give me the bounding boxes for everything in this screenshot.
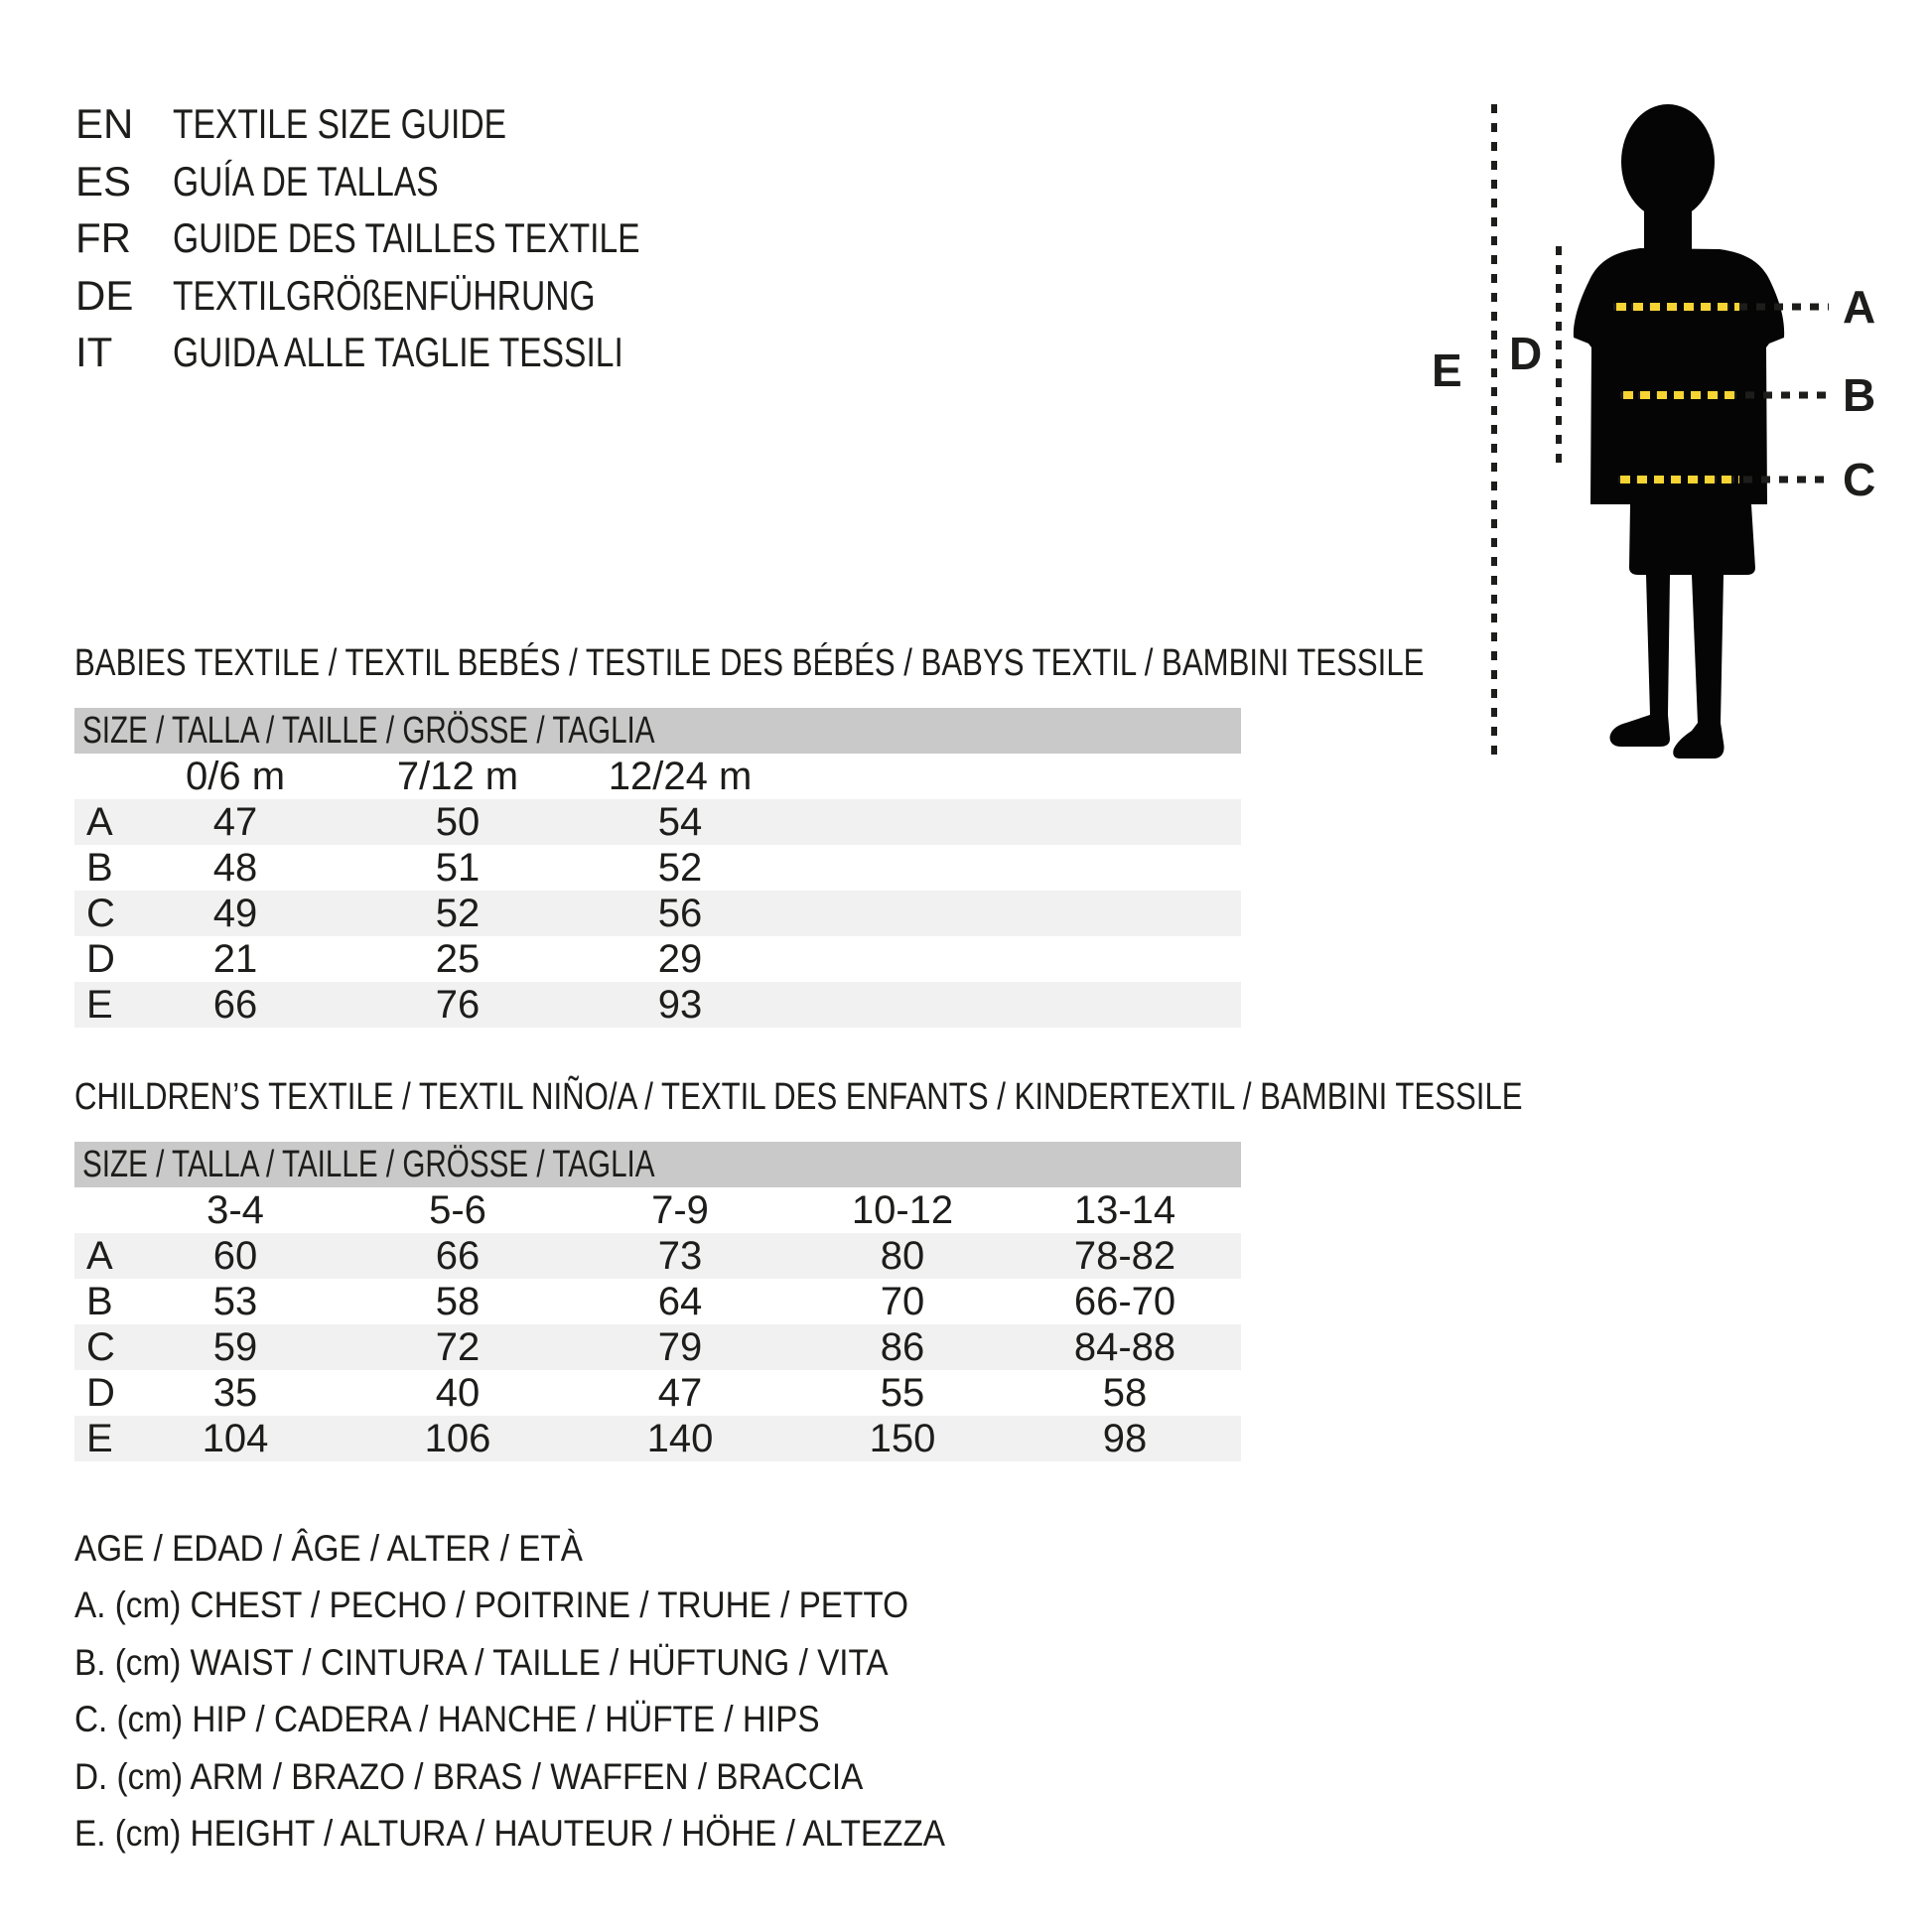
measure-label-a: A	[1843, 281, 1876, 333]
children-section-heading	[74, 1074, 1841, 1120]
legend-line-text: E. (cm) HEIGHT / ALTURA / HAUTEUR / HÖHE / ALTEZZA	[74, 1812, 946, 1854]
table-cell: 52	[657, 846, 703, 890]
legend-line-text: B. (cm) WAIST / CINTURA / TAILLE / HÜFTUNG / VITA	[74, 1641, 889, 1683]
table-cell: 58	[435, 1280, 481, 1323]
language-row	[75, 153, 757, 210]
table-row	[74, 1324, 1241, 1370]
table-row	[74, 799, 1241, 845]
table-row	[74, 936, 1241, 982]
babies-section-heading	[74, 640, 1721, 686]
language-code: DE	[75, 271, 134, 319]
table-column-header-row	[74, 1187, 1241, 1233]
table-cell: 70	[880, 1280, 925, 1323]
language-row	[75, 324, 757, 381]
table-cell: 54	[657, 800, 703, 844]
language-title	[173, 209, 757, 267]
table-row	[74, 1370, 1241, 1416]
babies-size-header-bar	[74, 708, 1241, 754]
children-table-rows	[74, 1187, 1241, 1461]
language-title-text: GUIDE DES TAILLES TEXTILE	[173, 214, 640, 261]
table-column-header-row	[74, 754, 1241, 799]
measure-label-e: E	[1432, 345, 1462, 396]
language-title-text: GUÍA DE TALLAS	[173, 157, 439, 205]
row-label: C	[86, 1325, 115, 1369]
table-cell: 72	[435, 1325, 481, 1369]
row-label: D	[86, 1371, 115, 1415]
children-heading-text: CHILDREN’S TEXTILE / TEXTIL NIÑO/A / TEXTIL DES ENFANTS / KINDERTEXTIL / BAMBINI TESSILE	[74, 1076, 1523, 1118]
legend-line	[74, 1748, 1041, 1805]
column-header: 7/12 m	[396, 755, 519, 798]
language-code: ES	[75, 157, 132, 205]
table-cell: 53	[212, 1280, 258, 1323]
table-row	[74, 1416, 1241, 1461]
measure-label-b: B	[1843, 369, 1876, 421]
table-row	[74, 1233, 1241, 1279]
table-cell: 59	[212, 1325, 258, 1369]
children-size-header-bar	[74, 1142, 1241, 1187]
row-label: B	[86, 1280, 113, 1323]
language-title	[173, 324, 736, 381]
row-label: A	[86, 800, 113, 844]
table-cell: 150	[869, 1417, 936, 1460]
language-row	[75, 267, 757, 325]
table-cell: 40	[435, 1371, 481, 1415]
table-cell: 25	[435, 937, 481, 981]
babies-size-table	[74, 708, 1241, 1028]
measurement-legend	[74, 1520, 1041, 1862]
language-title-text: GUIDA ALLE TAGLIE TESSILI	[173, 329, 623, 375]
column-header: 0/6 m	[185, 755, 286, 798]
column-header: 12/24 m	[608, 755, 753, 798]
children-size-table	[74, 1142, 1241, 1461]
table-cell: 80	[880, 1234, 925, 1278]
language-title	[173, 95, 590, 153]
table-cell: 60	[212, 1234, 258, 1278]
table-cell: 49	[212, 892, 258, 935]
table-cell: 47	[657, 1371, 703, 1415]
legend-line	[74, 1577, 1041, 1633]
table-cell: 79	[657, 1325, 703, 1369]
table-cell: 76	[435, 983, 481, 1027]
table-cell: 55	[880, 1371, 925, 1415]
measure-label-d: D	[1509, 328, 1543, 379]
language-code: EN	[75, 100, 134, 147]
table-cell: 106	[424, 1417, 491, 1460]
row-label: C	[86, 892, 115, 935]
column-header: 10-12	[851, 1188, 954, 1232]
measure-label-c: C	[1843, 454, 1876, 505]
table-cell: 56	[657, 892, 703, 935]
table-cell: 73	[657, 1234, 703, 1278]
column-header: 5-6	[429, 1188, 486, 1232]
legend-line-text: C. (cm) HIP / CADERA / HANCHE / HÜFTE / HIPS	[74, 1699, 820, 1740]
table-cell: 140	[646, 1417, 714, 1460]
row-label-spacer	[74, 754, 124, 799]
children-size-header-text: SIZE / TALLA / TAILLE / GRÖSSE / TAGLIA	[82, 1144, 655, 1185]
table-cell: 48	[212, 846, 258, 890]
table-cell: 104	[202, 1417, 269, 1460]
table-cell: 47	[212, 800, 258, 844]
table-row	[74, 891, 1241, 936]
table-cell: 52	[435, 892, 481, 935]
legend-line-text: A. (cm) CHEST / PECHO / POITRINE / TRUHE / PETTO	[74, 1585, 909, 1626]
language-title	[173, 267, 701, 325]
table-cell: 98	[1102, 1417, 1148, 1460]
row-label: D	[86, 937, 115, 981]
row-label: B	[86, 846, 113, 890]
language-code: FR	[75, 214, 131, 261]
row-label: E	[86, 1417, 113, 1460]
table-row	[74, 1279, 1241, 1324]
table-row	[74, 982, 1241, 1028]
table-cell: 93	[657, 983, 703, 1027]
table-row	[74, 845, 1241, 891]
table-cell: 66	[212, 983, 258, 1027]
language-code: IT	[75, 329, 113, 375]
table-cell: 58	[1102, 1371, 1148, 1415]
column-header: 3-4	[207, 1188, 264, 1232]
table-cell: 78-82	[1073, 1234, 1176, 1278]
table-cell: 21	[212, 937, 258, 981]
legend-line	[74, 1691, 1041, 1747]
language-title	[173, 153, 505, 210]
babies-heading-text: BABIES TEXTILE / TEXTIL BEBÉS / TESTILE DES BÉBÉS / BABYS TEXTIL / BAMBINI TESSILE	[74, 642, 1425, 684]
table-cell: 64	[657, 1280, 703, 1323]
row-label-spacer	[74, 1187, 124, 1233]
legend-line	[74, 1520, 1041, 1577]
language-row	[75, 95, 757, 153]
language-title-block	[75, 95, 757, 381]
language-title-text: TEXTILGRÖßENFÜHRUNG	[173, 271, 596, 319]
table-cell: 66-70	[1073, 1280, 1176, 1323]
table-cell: 29	[657, 937, 703, 981]
table-cell: 50	[435, 800, 481, 844]
table-cell: 84-88	[1073, 1325, 1176, 1369]
legend-line	[74, 1634, 1041, 1691]
table-cell: 66	[435, 1234, 481, 1278]
language-row	[75, 209, 757, 267]
legend-line-text: D. (cm) ARM / BRAZO / BRAS / WAFFEN / BRACCIA	[74, 1755, 864, 1797]
language-title-text: TEXTILE SIZE GUIDE	[173, 100, 507, 147]
column-header: 13-14	[1073, 1188, 1176, 1232]
column-header: 7-9	[651, 1188, 709, 1232]
row-label: E	[86, 983, 113, 1027]
legend-line-text: AGE / EDAD / ÂGE / ALTER / ETÀ	[74, 1528, 583, 1569]
table-cell: 86	[880, 1325, 925, 1369]
table-cell: 51	[435, 846, 481, 890]
legend-line	[74, 1805, 1041, 1862]
row-label: A	[86, 1234, 113, 1278]
babies-table-rows	[74, 754, 1241, 1028]
table-cell: 35	[212, 1371, 258, 1415]
babies-size-header-text: SIZE / TALLA / TAILLE / GRÖSSE / TAGLIA	[82, 710, 655, 752]
